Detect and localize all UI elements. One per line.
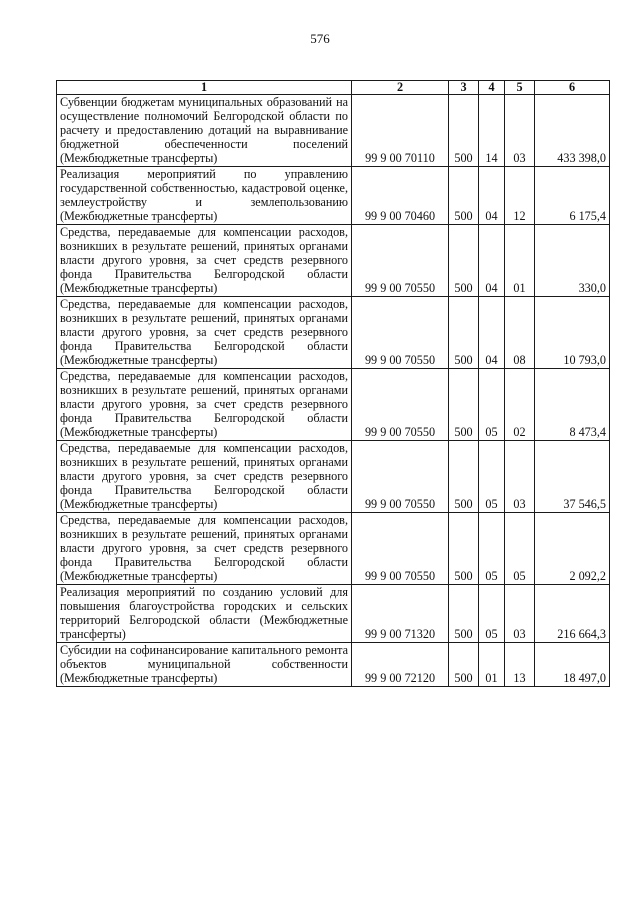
row-col3: 500 [449, 167, 479, 225]
row-col4: 05 [479, 585, 505, 643]
row-col5: 03 [505, 95, 535, 167]
row-description: Средства, передаваемые для компенсации расходов, возникших в результате решений, принятых органами власти другого уровня, за счет средств резервного фонда Правительства Белгородской области (Межбюджетные трансферты) [57, 225, 352, 297]
row-col3: 500 [449, 95, 479, 167]
row-col5: 02 [505, 369, 535, 441]
table-row [57, 513, 610, 585]
table-header-row [57, 81, 610, 95]
row-col5: 12 [505, 167, 535, 225]
row-amount: 433 398,0 [535, 95, 610, 167]
row-col4: 05 [479, 441, 505, 513]
row-col5: 13 [505, 643, 535, 687]
column-header: 4 [479, 81, 505, 95]
row-col3: 500 [449, 297, 479, 369]
row-code: 99 9 00 70550 [352, 441, 449, 513]
row-code: 99 9 00 70550 [352, 513, 449, 585]
row-col3: 500 [449, 441, 479, 513]
table-row [57, 95, 610, 167]
row-description: Средства, передаваемые для компенсации расходов, возникших в результате решений, принятых органами власти другого уровня, за счет средств резервного фонда Правительства Белгородской области (Межбюджетные трансферты) [57, 297, 352, 369]
row-col4: 05 [479, 369, 505, 441]
row-col5: 05 [505, 513, 535, 585]
row-col5: 01 [505, 225, 535, 297]
row-amount: 6 175,4 [535, 167, 610, 225]
row-col3: 500 [449, 643, 479, 687]
row-description: Реализация мероприятий по управлению государственной собственностью, кадастровой оценке, землеустройству и землепользованию (Межбюджетные трансферты) [57, 167, 352, 225]
table-row [57, 441, 610, 513]
column-header: 5 [505, 81, 535, 95]
row-amount: 216 664,3 [535, 585, 610, 643]
row-col4: 04 [479, 167, 505, 225]
row-amount: 37 546,5 [535, 441, 610, 513]
row-amount: 10 793,0 [535, 297, 610, 369]
row-amount: 18 497,0 [535, 643, 610, 687]
column-header: 1 [57, 81, 352, 95]
row-amount: 330,0 [535, 225, 610, 297]
budget-table [56, 80, 610, 687]
row-col4: 14 [479, 95, 505, 167]
row-col3: 500 [449, 225, 479, 297]
row-description: Средства, передаваемые для компенсации расходов, возникших в результате решений, принятых органами власти другого уровня, за счет средств резервного фонда Правительства Белгородской области (Межбюджетные трансферты) [57, 441, 352, 513]
table-row [57, 369, 610, 441]
row-col3: 500 [449, 585, 479, 643]
row-code: 99 9 00 70550 [352, 225, 449, 297]
row-col4: 04 [479, 297, 505, 369]
column-header: 6 [535, 81, 610, 95]
row-col5: 08 [505, 297, 535, 369]
row-col5: 03 [505, 441, 535, 513]
column-header: 2 [352, 81, 449, 95]
row-description: Субвенции бюджетам муниципальных образований на осуществление полномочий Белгородской области по расчету и предоставлению дотаций на выравнивание бюджетной обеспеченности поселений (Межбюджетные трансферты) [57, 95, 352, 167]
page-number: 576 [310, 31, 330, 46]
row-amount: 2 092,2 [535, 513, 610, 585]
row-col4: 04 [479, 225, 505, 297]
row-description: Средства, передаваемые для компенсации расходов, возникших в результате решений, принятых органами власти другого уровня, за счет средств резервного фонда Правительства Белгородской области (Межбюджетные трансферты) [57, 513, 352, 585]
row-amount: 8 473,4 [535, 369, 610, 441]
table-row [57, 225, 610, 297]
row-col4: 05 [479, 513, 505, 585]
row-col5: 03 [505, 585, 535, 643]
row-code: 99 9 00 70550 [352, 297, 449, 369]
row-col4: 01 [479, 643, 505, 687]
table-row [57, 167, 610, 225]
row-description: Средства, передаваемые для компенсации расходов, возникших в результате решений, принятых органами власти другого уровня, за счет средств резервного фонда Правительства Белгородской области (Межбюджетные трансферты) [57, 369, 352, 441]
column-header: 3 [449, 81, 479, 95]
table-row [57, 297, 610, 369]
row-col3: 500 [449, 513, 479, 585]
row-col3: 500 [449, 369, 479, 441]
row-code: 99 9 00 72120 [352, 643, 449, 687]
row-code: 99 9 00 70550 [352, 369, 449, 441]
row-description: Субсидии на софинансирование капитального ремонта объектов муниципальной собственности (Межбюджетные трансферты) [57, 643, 352, 687]
row-code: 99 9 00 71320 [352, 585, 449, 643]
row-description: Реализация мероприятий по созданию условий для повышения благоустройства городских и сельских территорий Белгородской области (Межбюджетные трансферты) [57, 585, 352, 643]
table-row [57, 643, 610, 687]
row-code: 99 9 00 70460 [352, 167, 449, 225]
table-row [57, 585, 610, 643]
row-code: 99 9 00 70110 [352, 95, 449, 167]
